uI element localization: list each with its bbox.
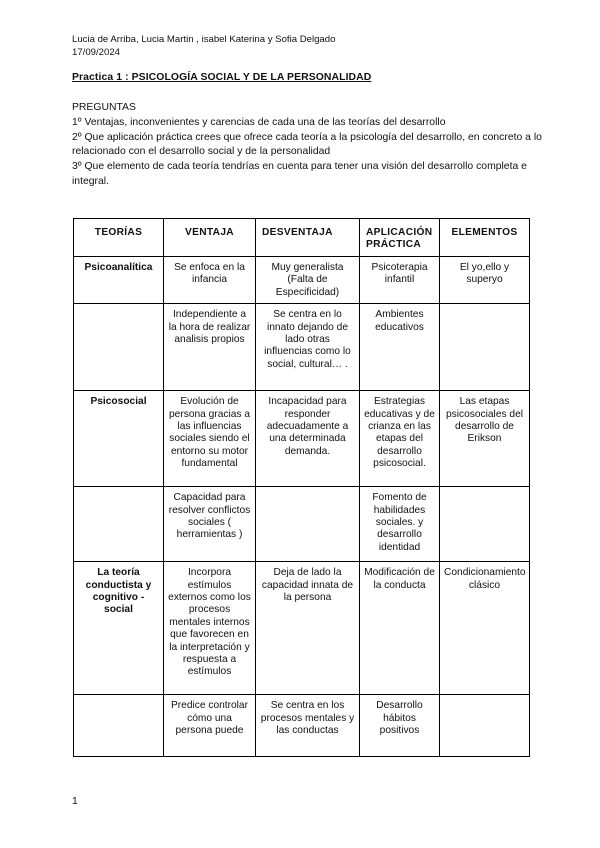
cell-ventaja: Predice controlar cómo una persona puede	[164, 695, 256, 757]
cell-aplicacion: Fomento de habilidades sociales. y desarrollo identidad	[360, 487, 440, 562]
document-title: Practica 1 : PSICOLOGÍA SOCIAL Y DE LA PERSONALIDAD	[72, 72, 372, 83]
question-2: 2º Que aplicación práctica crees que ofrece cada teoría a la psicología del desarrollo, en concreto a lo relacionado con el desarrollo social y de la personalidad	[72, 131, 542, 158]
cell-desventaja: Se centra en lo innato dejando de lado otras influencias como lo social, cultural… .	[256, 304, 360, 391]
cell-ventaja: Evolución de persona gracias a las influencias sociales siendo el entorno su motor fundamental	[164, 391, 256, 487]
cell-elementos: Las etapas psicosociales del desarrollo de Erikson	[440, 391, 530, 487]
cell-desventaja: Se centra en los procesos mentales y las conductas	[256, 695, 360, 757]
cell-elementos	[440, 304, 530, 391]
cell-aplicacion: Ambientes educativos	[360, 304, 440, 391]
header-elementos: ELEMENTOS	[440, 219, 530, 257]
question-3: 3º Que elemento de cada teoría tendrías en cuenta para tener una visión del desarrollo completa e integral.	[72, 161, 527, 187]
cell-desventaja: Incapacidad para responder adecuadamente a una determinada demanda.	[256, 391, 360, 487]
cell-theory	[74, 695, 164, 757]
header-aplicacion: APLICACIÓN PRÁCTICA	[360, 219, 440, 257]
cell-elementos: El yo,ello y superyo	[440, 257, 530, 304]
cell-elementos	[440, 695, 530, 757]
table-header-row	[74, 219, 530, 257]
cell-aplicacion: Estrategias educativas y de crianza en las etapas del desarrollo psicosocial.	[360, 391, 440, 487]
cell-desventaja: Muy generalista (Falta de Especificidad)	[256, 257, 360, 304]
cell-desventaja: Deja de lado la capacidad innata de la persona	[256, 562, 360, 695]
table-row	[74, 304, 530, 391]
header-ventaja: VENTAJA	[164, 219, 256, 257]
table-row	[74, 391, 530, 487]
table-row	[74, 562, 530, 695]
cell-ventaja: Se enfoca en la infancia	[164, 257, 256, 304]
header-teorias: TEORÍAS	[74, 219, 164, 257]
cell-theory	[74, 304, 164, 391]
table-row	[74, 487, 530, 562]
cell-ventaja: Incorpora estímulos externos como los procesos mentales internos que favorecen en la interpretación y respuesta a estímulos	[164, 562, 256, 695]
cell-theory: Psicosocial	[74, 391, 164, 487]
header-authors-block	[72, 34, 335, 59]
table-row	[74, 257, 530, 304]
header-desventaja: DESVENTAJA	[256, 219, 360, 257]
date-line: 17/09/2024	[72, 46, 121, 58]
cell-theory: La teoría conductista y cognitivo - social	[74, 562, 164, 695]
cell-ventaja: Independiente a la hora de realizar analisis propios	[164, 304, 256, 391]
cell-desventaja	[256, 487, 360, 562]
table-row	[74, 695, 530, 757]
authors-line: Lucia de Arriba, Lucia Martin , isabel Katerina y Sofia Delgado	[72, 34, 336, 45]
theories-table	[73, 218, 530, 757]
questions-block	[72, 101, 542, 190]
question-1: 1º Ventajas, inconvenientes y carencias de cada una de las teorías del desarrollo	[72, 116, 446, 128]
cell-aplicacion: Modificación de la conducta	[360, 562, 440, 695]
cell-theory: Psicoanalítica	[74, 257, 164, 304]
questions-heading: PREGUNTAS	[72, 102, 136, 113]
cell-ventaja: Capacidad para resolver conflictos sociales ( herramientas )	[164, 487, 256, 562]
cell-elementos	[440, 487, 530, 562]
cell-aplicacion: Desarrollo hábitos positivos	[360, 695, 440, 757]
cell-elementos: Condicionamiento clásico	[440, 562, 530, 695]
cell-aplicacion: Psicoterapia infantil	[360, 257, 440, 304]
cell-theory	[74, 487, 164, 562]
page-number: 1	[72, 796, 78, 807]
